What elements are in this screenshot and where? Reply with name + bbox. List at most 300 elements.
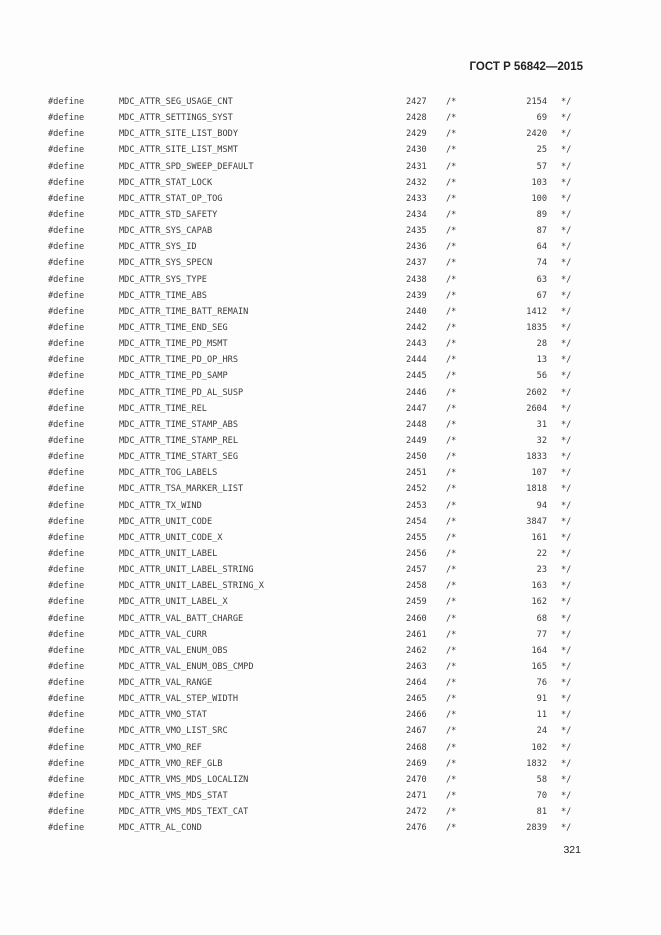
macro-name: MDC_ATTR_TIME_REL xyxy=(119,403,207,414)
define-keyword: #define xyxy=(48,629,85,640)
comment-open: /* xyxy=(446,322,457,333)
macro-value: 2446 xyxy=(406,387,427,398)
define-row xyxy=(0,175,661,191)
macro-value: 2455 xyxy=(406,532,427,543)
define-keyword: #define xyxy=(48,742,85,753)
define-keyword: #define xyxy=(48,581,85,592)
macro-name: MDC_ATTR_STD_SAFETY xyxy=(119,209,218,220)
macro-value: 2464 xyxy=(406,678,427,689)
define-keyword: #define xyxy=(48,258,85,269)
macro-value: 2463 xyxy=(406,661,427,672)
macro-name: MDC_ATTR_TIME_STAMP_ABS xyxy=(119,419,238,430)
macro-name: MDC_ATTR_SITE_LIST_BODY xyxy=(119,129,238,140)
comment-value: 68 xyxy=(536,613,547,624)
macro-name: MDC_ATTR_VMO_STAT xyxy=(119,710,207,721)
define-row xyxy=(0,546,661,562)
comment-open: /* xyxy=(446,629,457,640)
macro-value: 2431 xyxy=(406,161,427,172)
macro-value: 2430 xyxy=(406,145,427,156)
macro-value: 2429 xyxy=(406,129,427,140)
comment-value: 87 xyxy=(536,226,547,237)
define-row xyxy=(0,336,661,352)
macro-name: MDC_ATTR_UNIT_LABEL_STRING_X xyxy=(119,581,264,592)
macro-name: MDC_ATTR_VMS_MDS_STAT xyxy=(119,791,228,802)
define-row xyxy=(0,756,661,772)
comment-close: */ xyxy=(561,565,572,576)
comment-close: */ xyxy=(561,193,572,204)
define-row xyxy=(0,594,661,610)
comment-value: 1818 xyxy=(526,484,547,495)
define-keyword: #define xyxy=(48,274,85,285)
comment-close: */ xyxy=(561,742,572,753)
macro-value: 2452 xyxy=(406,484,427,495)
comment-value: 94 xyxy=(536,500,547,511)
define-row xyxy=(0,223,661,239)
comment-value: 163 xyxy=(531,581,547,592)
macro-value: 2469 xyxy=(406,758,427,769)
comment-close: */ xyxy=(561,177,572,188)
define-row xyxy=(0,255,661,271)
comment-value: 107 xyxy=(531,468,547,479)
comment-open: /* xyxy=(446,500,457,511)
macro-name: MDC_ATTR_TIME_PD_OP_HRS xyxy=(119,355,238,366)
macro-value: 2470 xyxy=(406,774,427,785)
define-row xyxy=(0,304,661,320)
define-keyword: #define xyxy=(48,597,85,608)
macro-name: MDC_ATTR_TIME_PD_MSMT xyxy=(119,339,228,350)
macro-value: 2451 xyxy=(406,468,427,479)
define-keyword: #define xyxy=(48,435,85,446)
define-row xyxy=(0,449,661,465)
comment-open: /* xyxy=(446,452,457,463)
comment-open: /* xyxy=(446,484,457,495)
define-keyword: #define xyxy=(48,791,85,802)
comment-value: 164 xyxy=(531,645,547,656)
comment-close: */ xyxy=(561,419,572,430)
macro-value: 2449 xyxy=(406,435,427,446)
comment-close: */ xyxy=(561,258,572,269)
comment-open: /* xyxy=(446,516,457,527)
define-keyword: #define xyxy=(48,371,85,382)
define-row xyxy=(0,481,661,497)
comment-close: */ xyxy=(561,678,572,689)
comment-value: 57 xyxy=(536,161,547,172)
comment-value: 2604 xyxy=(526,403,547,414)
comment-value: 13 xyxy=(536,355,547,366)
comment-open: /* xyxy=(446,532,457,543)
comment-close: */ xyxy=(561,145,572,156)
define-keyword: #define xyxy=(48,306,85,317)
define-keyword: #define xyxy=(48,145,85,156)
macro-name: MDC_ATTR_VAL_ENUM_OBS_CMPD xyxy=(119,661,254,672)
macro-name: MDC_ATTR_VMS_MDS_LOCALIZN xyxy=(119,774,249,785)
define-keyword: #define xyxy=(48,403,85,414)
define-row xyxy=(0,804,661,820)
define-row xyxy=(0,530,661,546)
comment-open: /* xyxy=(446,290,457,301)
comment-close: */ xyxy=(561,645,572,656)
macro-value: 2459 xyxy=(406,597,427,608)
define-keyword: #define xyxy=(48,500,85,511)
define-keyword: #define xyxy=(48,468,85,479)
define-row xyxy=(0,772,661,788)
comment-open: /* xyxy=(446,823,457,834)
define-row xyxy=(0,611,661,627)
comment-value: 22 xyxy=(536,548,547,559)
define-row xyxy=(0,433,661,449)
macro-name: MDC_ATTR_TOG_LABELS xyxy=(119,468,218,479)
comment-value: 58 xyxy=(536,774,547,785)
define-keyword: #define xyxy=(48,113,85,124)
define-keyword: #define xyxy=(48,710,85,721)
define-row xyxy=(0,320,661,336)
macro-name: MDC_ATTR_TSA_MARKER_LIST xyxy=(119,484,244,495)
define-keyword: #define xyxy=(48,613,85,624)
comment-close: */ xyxy=(561,387,572,398)
comment-close: */ xyxy=(561,274,572,285)
macro-name: MDC_ATTR_SYS_SPECN xyxy=(119,258,213,269)
comment-close: */ xyxy=(561,758,572,769)
define-keyword: #define xyxy=(48,774,85,785)
comment-open: /* xyxy=(446,774,457,785)
comment-value: 23 xyxy=(536,565,547,576)
define-keyword: #define xyxy=(48,645,85,656)
comment-value: 25 xyxy=(536,145,547,156)
define-keyword: #define xyxy=(48,661,85,672)
macro-value: 2438 xyxy=(406,274,427,285)
macro-value: 2433 xyxy=(406,193,427,204)
macro-name: MDC_ATTR_SYS_TYPE xyxy=(119,274,207,285)
comment-open: /* xyxy=(446,468,457,479)
macro-value: 2460 xyxy=(406,613,427,624)
macro-value: 2461 xyxy=(406,629,427,640)
comment-value: 91 xyxy=(536,694,547,705)
macro-value: 2450 xyxy=(406,452,427,463)
comment-open: /* xyxy=(446,161,457,172)
comment-open: /* xyxy=(446,258,457,269)
macro-value: 2458 xyxy=(406,581,427,592)
comment-open: /* xyxy=(446,710,457,721)
comment-value: 165 xyxy=(531,661,547,672)
macro-name: MDC_ATTR_UNIT_LABEL_X xyxy=(119,597,228,608)
comment-value: 67 xyxy=(536,290,547,301)
comment-open: /* xyxy=(446,791,457,802)
comment-close: */ xyxy=(561,242,572,253)
macro-value: 2476 xyxy=(406,823,427,834)
comment-close: */ xyxy=(561,807,572,818)
define-row xyxy=(0,142,661,158)
macro-name: MDC_ATTR_UNIT_CODE_X xyxy=(119,532,223,543)
comment-open: /* xyxy=(446,113,457,124)
comment-value: 2839 xyxy=(526,823,547,834)
define-keyword: #define xyxy=(48,97,85,107)
define-row xyxy=(0,659,661,675)
define-row xyxy=(0,288,661,304)
comment-value: 100 xyxy=(531,193,547,204)
macro-name: MDC_ATTR_TIME_END_SEG xyxy=(119,322,228,333)
comment-open: /* xyxy=(446,145,457,156)
define-keyword: #define xyxy=(48,694,85,705)
macro-value: 2437 xyxy=(406,258,427,269)
define-row xyxy=(0,707,661,723)
comment-value: 24 xyxy=(536,726,547,737)
define-row xyxy=(0,368,661,384)
comment-value: 77 xyxy=(536,629,547,640)
page-number: 321 xyxy=(563,844,581,856)
comment-close: */ xyxy=(561,516,572,527)
comment-close: */ xyxy=(561,161,572,172)
comment-value: 1835 xyxy=(526,322,547,333)
comment-open: /* xyxy=(446,226,457,237)
macro-name: MDC_ATTR_VAL_STEP_WIDTH xyxy=(119,694,238,705)
macro-value: 2434 xyxy=(406,209,427,220)
macro-value: 2447 xyxy=(406,403,427,414)
comment-close: */ xyxy=(561,710,572,721)
define-row xyxy=(0,110,661,126)
macro-value: 2428 xyxy=(406,113,427,124)
comment-close: */ xyxy=(561,597,572,608)
define-row xyxy=(0,401,661,417)
macro-name: MDC_ATTR_VAL_CURR xyxy=(119,629,207,640)
comment-open: /* xyxy=(446,419,457,430)
macro-name: MDC_ATTR_VAL_BATT_CHARGE xyxy=(119,613,244,624)
comment-close: */ xyxy=(561,322,572,333)
define-keyword: #define xyxy=(48,452,85,463)
comment-value: 70 xyxy=(536,791,547,802)
comment-open: /* xyxy=(446,97,457,107)
macro-name: MDC_ATTR_SETTINGS_SYST xyxy=(119,113,233,124)
macro-name: MDC_ATTR_SYS_CAPAB xyxy=(119,226,213,237)
define-row xyxy=(0,675,661,691)
macro-name: MDC_ATTR_TIME_PD_AL_SUSP xyxy=(119,387,244,398)
define-keyword: #define xyxy=(48,484,85,495)
macro-value: 2465 xyxy=(406,694,427,705)
comment-value: 89 xyxy=(536,209,547,220)
define-row xyxy=(0,820,661,836)
macro-name: MDC_ATTR_TX_WIND xyxy=(119,500,202,511)
comment-close: */ xyxy=(561,581,572,592)
comment-open: /* xyxy=(446,645,457,656)
comment-close: */ xyxy=(561,226,572,237)
define-row xyxy=(0,94,661,110)
comment-open: /* xyxy=(446,371,457,382)
comment-close: */ xyxy=(561,129,572,140)
macro-value: 2472 xyxy=(406,807,427,818)
comment-open: /* xyxy=(446,209,457,220)
define-list xyxy=(0,94,661,836)
comment-open: /* xyxy=(446,129,457,140)
comment-value: 74 xyxy=(536,258,547,269)
comment-value: 1412 xyxy=(526,306,547,317)
comment-close: */ xyxy=(561,548,572,559)
define-keyword: #define xyxy=(48,177,85,188)
define-keyword: #define xyxy=(48,548,85,559)
macro-value: 2436 xyxy=(406,242,427,253)
comment-value: 32 xyxy=(536,435,547,446)
define-row xyxy=(0,643,661,659)
comment-open: /* xyxy=(446,548,457,559)
macro-value: 2427 xyxy=(406,97,427,107)
comment-open: /* xyxy=(446,177,457,188)
macro-value: 2439 xyxy=(406,290,427,301)
define-keyword: #define xyxy=(48,758,85,769)
comment-close: */ xyxy=(561,371,572,382)
comment-open: /* xyxy=(446,306,457,317)
define-row xyxy=(0,578,661,594)
define-keyword: #define xyxy=(48,387,85,398)
comment-value: 63 xyxy=(536,274,547,285)
comment-value: 76 xyxy=(536,678,547,689)
comment-open: /* xyxy=(446,661,457,672)
comment-value: 28 xyxy=(536,339,547,350)
comment-open: /* xyxy=(446,758,457,769)
macro-value: 2432 xyxy=(406,177,427,188)
comment-value: 11 xyxy=(536,710,547,721)
standard-header: ГОСТ Р 56842—2015 xyxy=(469,61,583,73)
comment-open: /* xyxy=(446,274,457,285)
comment-value: 1833 xyxy=(526,452,547,463)
comment-close: */ xyxy=(561,791,572,802)
macro-value: 2448 xyxy=(406,419,427,430)
define-keyword: #define xyxy=(48,516,85,527)
comment-open: /* xyxy=(446,807,457,818)
macro-name: MDC_ATTR_UNIT_LABEL_STRING xyxy=(119,565,254,576)
macro-name: MDC_ATTR_UNIT_LABEL xyxy=(119,548,218,559)
comment-open: /* xyxy=(446,435,457,446)
comment-open: /* xyxy=(446,694,457,705)
comment-close: */ xyxy=(561,694,572,705)
define-row xyxy=(0,272,661,288)
macro-name: MDC_ATTR_VMS_MDS_TEXT_CAT xyxy=(119,807,249,818)
define-keyword: #define xyxy=(48,355,85,366)
comment-close: */ xyxy=(561,209,572,220)
comment-value: 103 xyxy=(531,177,547,188)
comment-open: /* xyxy=(446,339,457,350)
comment-close: */ xyxy=(561,661,572,672)
define-row xyxy=(0,498,661,514)
define-keyword: #define xyxy=(48,807,85,818)
comment-close: */ xyxy=(561,500,572,511)
comment-value: 81 xyxy=(536,807,547,818)
macro-value: 2457 xyxy=(406,565,427,576)
define-keyword: #define xyxy=(48,823,85,834)
define-row xyxy=(0,239,661,255)
define-row xyxy=(0,562,661,578)
comment-value: 162 xyxy=(531,597,547,608)
macro-name: MDC_ATTR_SYS_ID xyxy=(119,242,197,253)
define-keyword: #define xyxy=(48,226,85,237)
comment-value: 161 xyxy=(531,532,547,543)
macro-name: MDC_ATTR_VMO_REF xyxy=(119,742,202,753)
macro-name: MDC_ATTR_TIME_BATT_REMAIN xyxy=(119,306,249,317)
comment-close: */ xyxy=(561,532,572,543)
define-row xyxy=(0,191,661,207)
comment-open: /* xyxy=(446,355,457,366)
define-keyword: #define xyxy=(48,290,85,301)
comment-close: */ xyxy=(561,823,572,834)
define-keyword: #define xyxy=(48,678,85,689)
comment-open: /* xyxy=(446,242,457,253)
macro-value: 2435 xyxy=(406,226,427,237)
define-keyword: #define xyxy=(48,242,85,253)
define-row xyxy=(0,723,661,739)
define-row xyxy=(0,788,661,804)
macro-name: MDC_ATTR_TIME_START_SEG xyxy=(119,452,238,463)
define-keyword: #define xyxy=(48,419,85,430)
macro-value: 2456 xyxy=(406,548,427,559)
macro-value: 2444 xyxy=(406,355,427,366)
define-row xyxy=(0,417,661,433)
macro-name: MDC_ATTR_SPD_SWEEP_DEFAULT xyxy=(119,161,254,172)
comment-close: */ xyxy=(561,468,572,479)
comment-close: */ xyxy=(561,484,572,495)
comment-value: 102 xyxy=(531,742,547,753)
comment-close: */ xyxy=(561,339,572,350)
comment-value: 3847 xyxy=(526,516,547,527)
comment-close: */ xyxy=(561,290,572,301)
comment-open: /* xyxy=(446,403,457,414)
macro-value: 2453 xyxy=(406,500,427,511)
comment-open: /* xyxy=(446,613,457,624)
macro-name: MDC_ATTR_STAT_OP_TOG xyxy=(119,193,223,204)
define-keyword: #define xyxy=(48,161,85,172)
comment-open: /* xyxy=(446,726,457,737)
macro-value: 2440 xyxy=(406,306,427,317)
comment-open: /* xyxy=(446,565,457,576)
define-keyword: #define xyxy=(48,129,85,140)
comment-close: */ xyxy=(561,726,572,737)
comment-close: */ xyxy=(561,452,572,463)
macro-name: MDC_ATTR_VMO_REF_GLB xyxy=(119,758,223,769)
define-row xyxy=(0,740,661,756)
macro-value: 2466 xyxy=(406,710,427,721)
comment-value: 1832 xyxy=(526,758,547,769)
comment-open: /* xyxy=(446,387,457,398)
comment-close: */ xyxy=(561,113,572,124)
define-keyword: #define xyxy=(48,209,85,220)
define-keyword: #define xyxy=(48,339,85,350)
define-row xyxy=(0,627,661,643)
comment-close: */ xyxy=(561,774,572,785)
macro-value: 2454 xyxy=(406,516,427,527)
macro-name: MDC_ATTR_VAL_RANGE xyxy=(119,678,213,689)
comment-close: */ xyxy=(561,629,572,640)
macro-value: 2442 xyxy=(406,322,427,333)
comment-value: 56 xyxy=(536,371,547,382)
define-row xyxy=(0,126,661,142)
macro-value: 2462 xyxy=(406,645,427,656)
define-row xyxy=(0,514,661,530)
comment-open: /* xyxy=(446,597,457,608)
macro-value: 2445 xyxy=(406,371,427,382)
macro-name: MDC_ATTR_TIME_PD_SAMP xyxy=(119,371,228,382)
comment-open: /* xyxy=(446,678,457,689)
define-row xyxy=(0,691,661,707)
macro-value: 2443 xyxy=(406,339,427,350)
macro-name: MDC_ATTR_STAT_LOCK xyxy=(119,177,213,188)
comment-close: */ xyxy=(561,306,572,317)
define-row xyxy=(0,352,661,368)
comment-value: 2420 xyxy=(526,129,547,140)
macro-name: MDC_ATTR_UNIT_CODE xyxy=(119,516,213,527)
macro-name: MDC_ATTR_TIME_ABS xyxy=(119,290,207,301)
comment-open: /* xyxy=(446,193,457,204)
macro-name: MDC_ATTR_VAL_ENUM_OBS xyxy=(119,645,228,656)
macro-name: MDC_ATTR_SITE_LIST_MSMT xyxy=(119,145,238,156)
comment-open: /* xyxy=(446,742,457,753)
comment-close: */ xyxy=(561,97,572,107)
define-keyword: #define xyxy=(48,322,85,333)
